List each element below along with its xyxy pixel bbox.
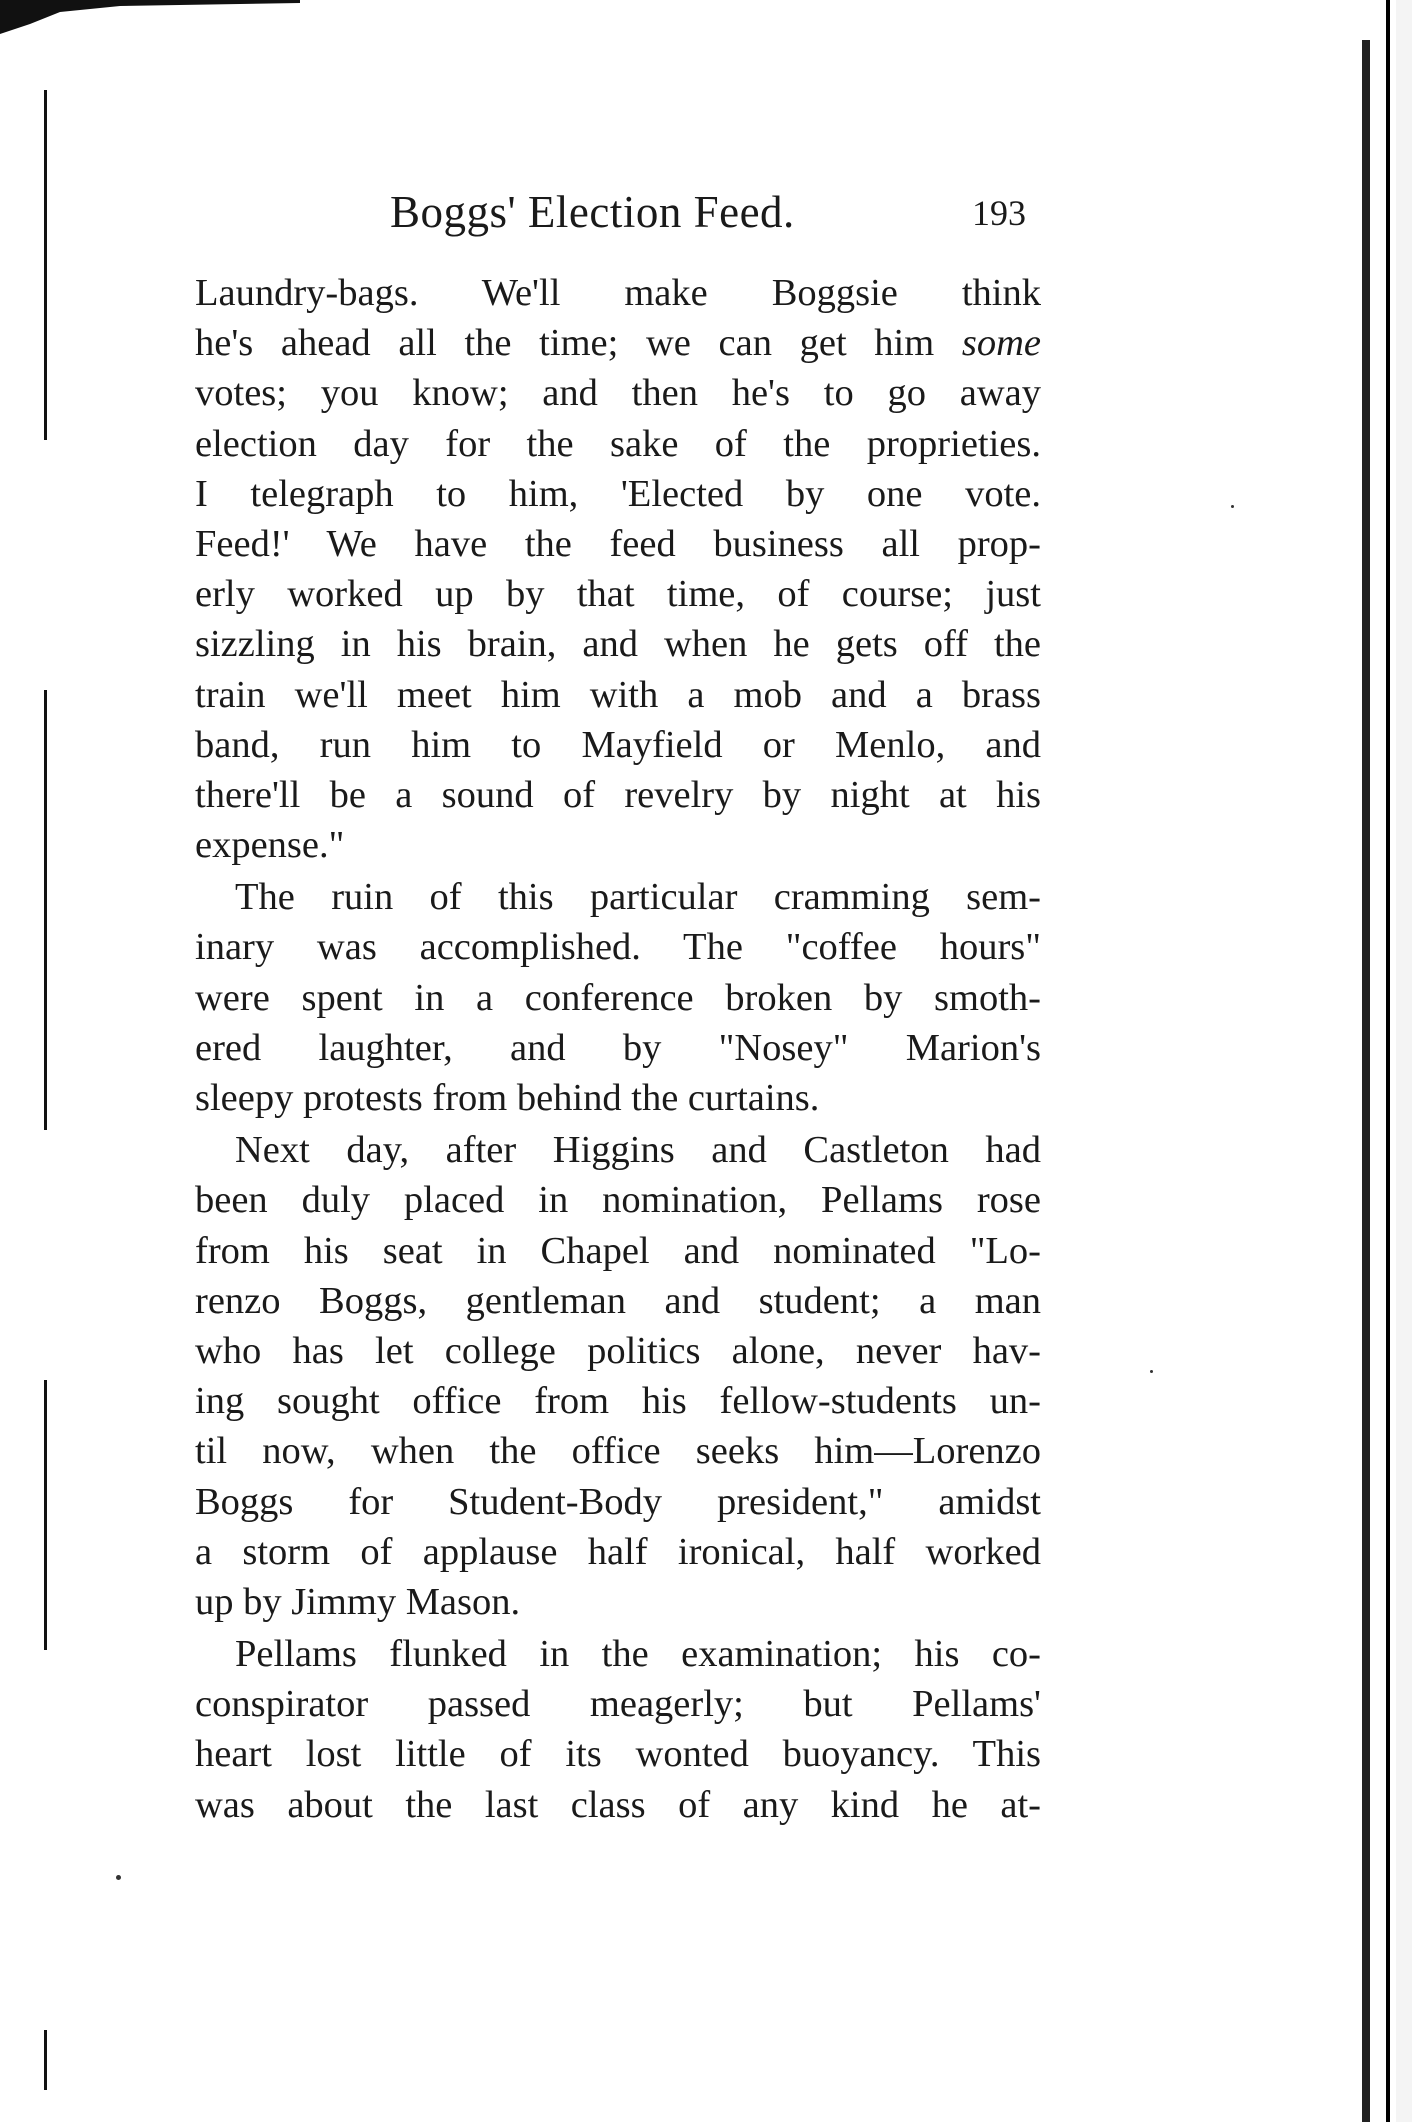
text-line: Feed!' We have the feed business all prop- (195, 522, 1041, 565)
page-number: 193 (972, 193, 1026, 233)
text-line: conspirator passed meagerly; but Pellams' (195, 1683, 1041, 1726)
text-line: Boggs for Student-Body president," amidst (195, 1480, 1041, 1523)
text-line: been duly placed in nomination, Pellams rose (195, 1179, 1041, 1222)
text-line: band, run him to Mayfield or Menlo, and (195, 723, 1041, 766)
text-line: who has let college politics alone, never hav- (195, 1329, 1041, 1372)
text-line: Pellams flunked in the examination; his co- (235, 1633, 1041, 1676)
text-line: were spent in a conference broken by smoth- (195, 976, 1041, 1019)
text-line: Next day, after Higgins and Castleton had (235, 1129, 1041, 1172)
scan-left-edge-2 (44, 690, 47, 1130)
text-line: train we'll meet him with a mob and a brass (195, 673, 1041, 716)
scan-corner-mark (0, 0, 300, 40)
scan-left-edge-4 (44, 2030, 47, 2090)
scan-right-edge (1386, 0, 1390, 2122)
text-line: inary was accomplished. The "coffee hours" (195, 926, 1041, 969)
text-line (195, 318, 1041, 368)
text-line: sleepy protests from behind the curtains. (195, 1077, 820, 1119)
body-text (195, 268, 1041, 1830)
scan-speck (116, 1875, 121, 1880)
text-line: The ruin of this particular cramming sem- (235, 876, 1041, 919)
text-line: votes; you know; and then he's to go away (195, 372, 1041, 415)
scan-right-edge-outer (1396, 0, 1412, 2122)
text-line: expense." (195, 824, 345, 867)
text-fragment: he's ahead all the time; we can get him (195, 322, 962, 365)
scan-right-edge-thick (1362, 40, 1370, 2122)
text-line: up by Jimmy Mason. (195, 1580, 521, 1623)
text-line: I telegraph to him, 'Elected by one vote. (195, 472, 1041, 515)
text-line: a storm of applause half ironical, half worked (195, 1530, 1041, 1573)
text-line: Laundry-bags. We'll make Boggsie think (195, 272, 1041, 314)
text-line: election day for the sake of the proprieties. (195, 422, 1041, 465)
text-line: was about the last class of any kind he at- (195, 1783, 1041, 1826)
text-line: renzo Boggs, gentleman and student; a man (195, 1279, 1041, 1322)
page-header (190, 186, 1050, 246)
text-line: ered laughter, and by "Nosey" Marion's (195, 1026, 1041, 1069)
italic-word: some (961, 322, 1041, 365)
text-line: from his seat in Chapel and nominated "Lo- (195, 1229, 1041, 1272)
scan-left-edge-1 (44, 90, 47, 440)
running-head: Boggs' Election Feed. (390, 187, 795, 237)
text-line: ing sought office from his fellow-students un- (195, 1380, 1041, 1423)
text-line: erly worked up by that time, of course; just (195, 573, 1041, 616)
text-line: there'll be a sound of revelry by night at his (195, 773, 1041, 816)
scan-left-edge-3 (44, 1380, 47, 1650)
scan-speck (1150, 1370, 1153, 1373)
text-line: heart lost little of its wonted buoyancy. This (195, 1733, 1041, 1776)
text-line: sizzling in his brain, and when he gets off the (195, 623, 1041, 666)
text-line: til now, when the office seeks him—Lorenzo (195, 1430, 1041, 1473)
scan-speck (1231, 505, 1234, 508)
